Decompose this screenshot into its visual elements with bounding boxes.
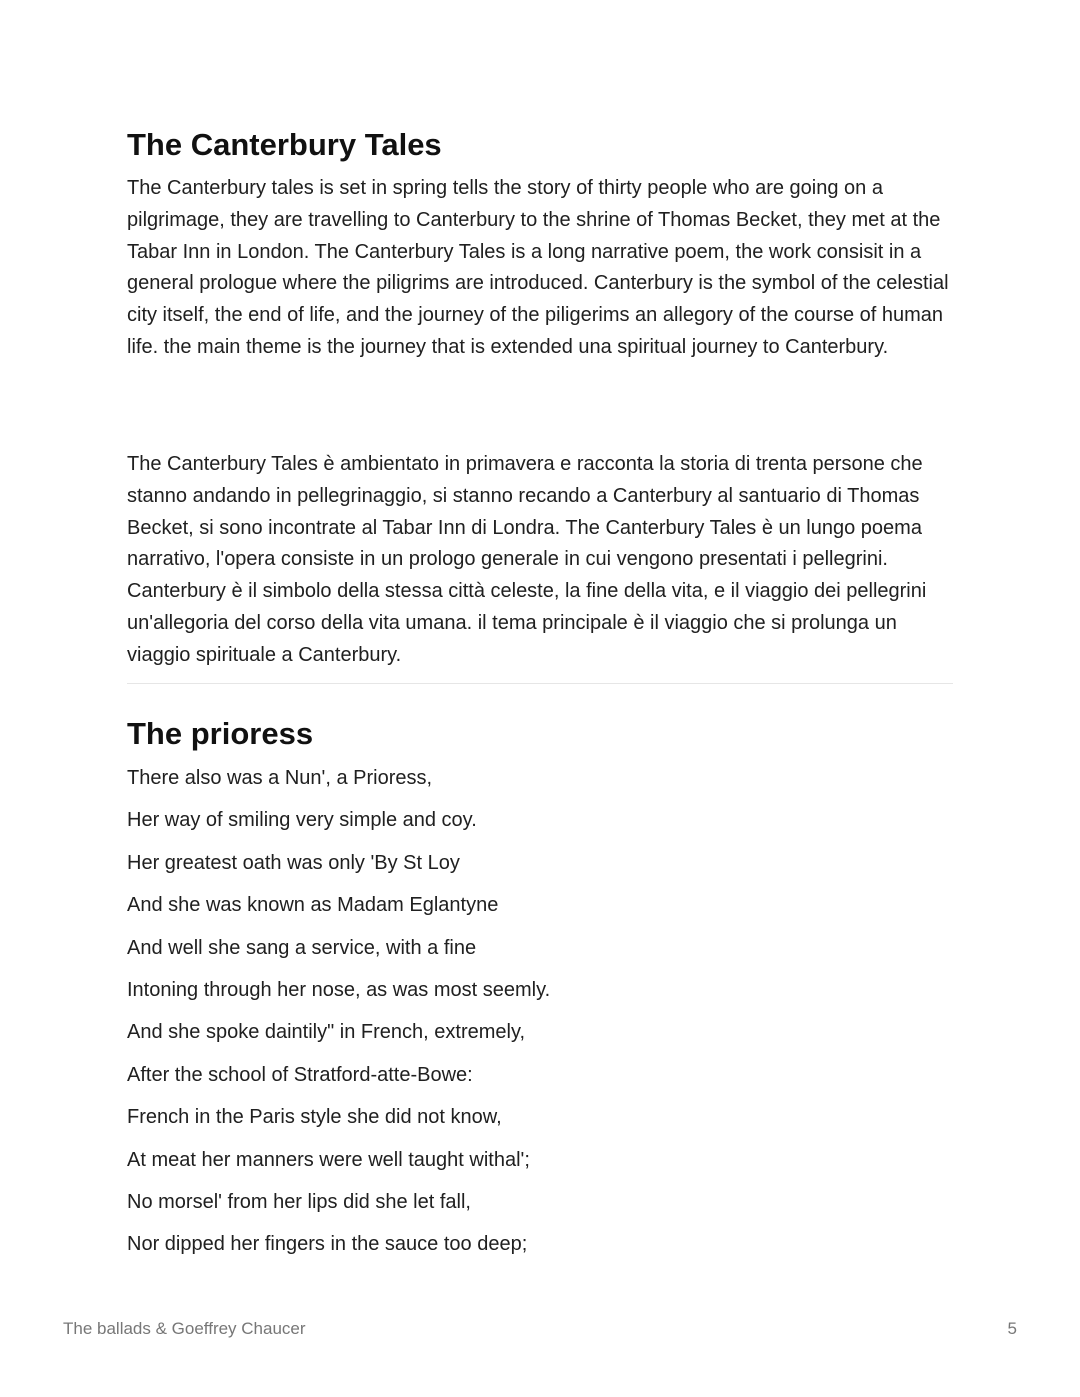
footer-document-title: The ballads & Goeffrey Chaucer	[63, 1319, 306, 1338]
paragraph-italian: The Canterbury Tales è ambientato in primavera e racconta la storia di trenta persone che stanno andando in pellegrinaggio, si stanno recando a Canterbury al santuario di Thomas Becket, si sono incontrate al Tabar Inn di Londra. The Canterbury Tales è un lungo poema narrativo, l'opera consiste in un prologo generale in cui vengono presentati i pellegrini. Canterbury è il simbolo della stessa città celeste, la fine della vita, e il viaggio dei pellegrini un'allegoria del corso della vita umana. il tema principale è il viaggio che si prolunga un viaggio spirituale a Canterbury.	[127, 453, 927, 666]
section-divider	[127, 683, 953, 684]
page-number: 5	[1007, 1319, 1017, 1338]
paragraph-english: The Canterbury tales is set in spring tells the story of thirty people who are going on a pilgrimage, they are travelling to Canterbury to the shrine of Thomas Becket, they met at the Tabar Inn in London. The Canterbury Tales is a long narrative poem, the work consisit in a general prologue where the piligrims are introduced. Canterbury is the symbol of the celestial city itself, the end of life, and the journey of the piligerims an allegory of the course of human life. the main theme is the journey that is extended una spiritual journey to Canterbury.	[127, 177, 949, 358]
verse-line: Intoning through her nose, as was most seemly.	[127, 978, 551, 1001]
verse-line: After the school of Stratford-atte-Bowe:	[127, 1063, 473, 1086]
verse-line: Her way of smiling very simple and coy.	[127, 809, 477, 832]
verse-line: And well she sang a service, with a fine	[127, 936, 477, 959]
verse-line: And she was known as Madam Eglantyne	[127, 894, 499, 917]
section-title-prioress: The prioress	[127, 716, 314, 751]
poem-verses	[127, 763, 953, 1272]
verse-line: At meat her manners were well taught withal';	[127, 1148, 530, 1171]
verse-line: No morsel' from her lips did she let fall,	[127, 1190, 471, 1213]
section-title-canterbury-tales: The Canterbury Tales	[127, 127, 442, 162]
verse-line: And she spoke daintily" in French, extremely,	[127, 1021, 526, 1044]
verse-line: French in the Paris style she did not know,	[127, 1106, 502, 1129]
verse-line: Nor dipped her fingers in the sauce too deep;	[127, 1233, 528, 1256]
verse-line: Her greatest oath was only 'By St Loy	[127, 851, 460, 874]
verse-line: There also was a Nun', a Prioress,	[127, 767, 433, 789]
